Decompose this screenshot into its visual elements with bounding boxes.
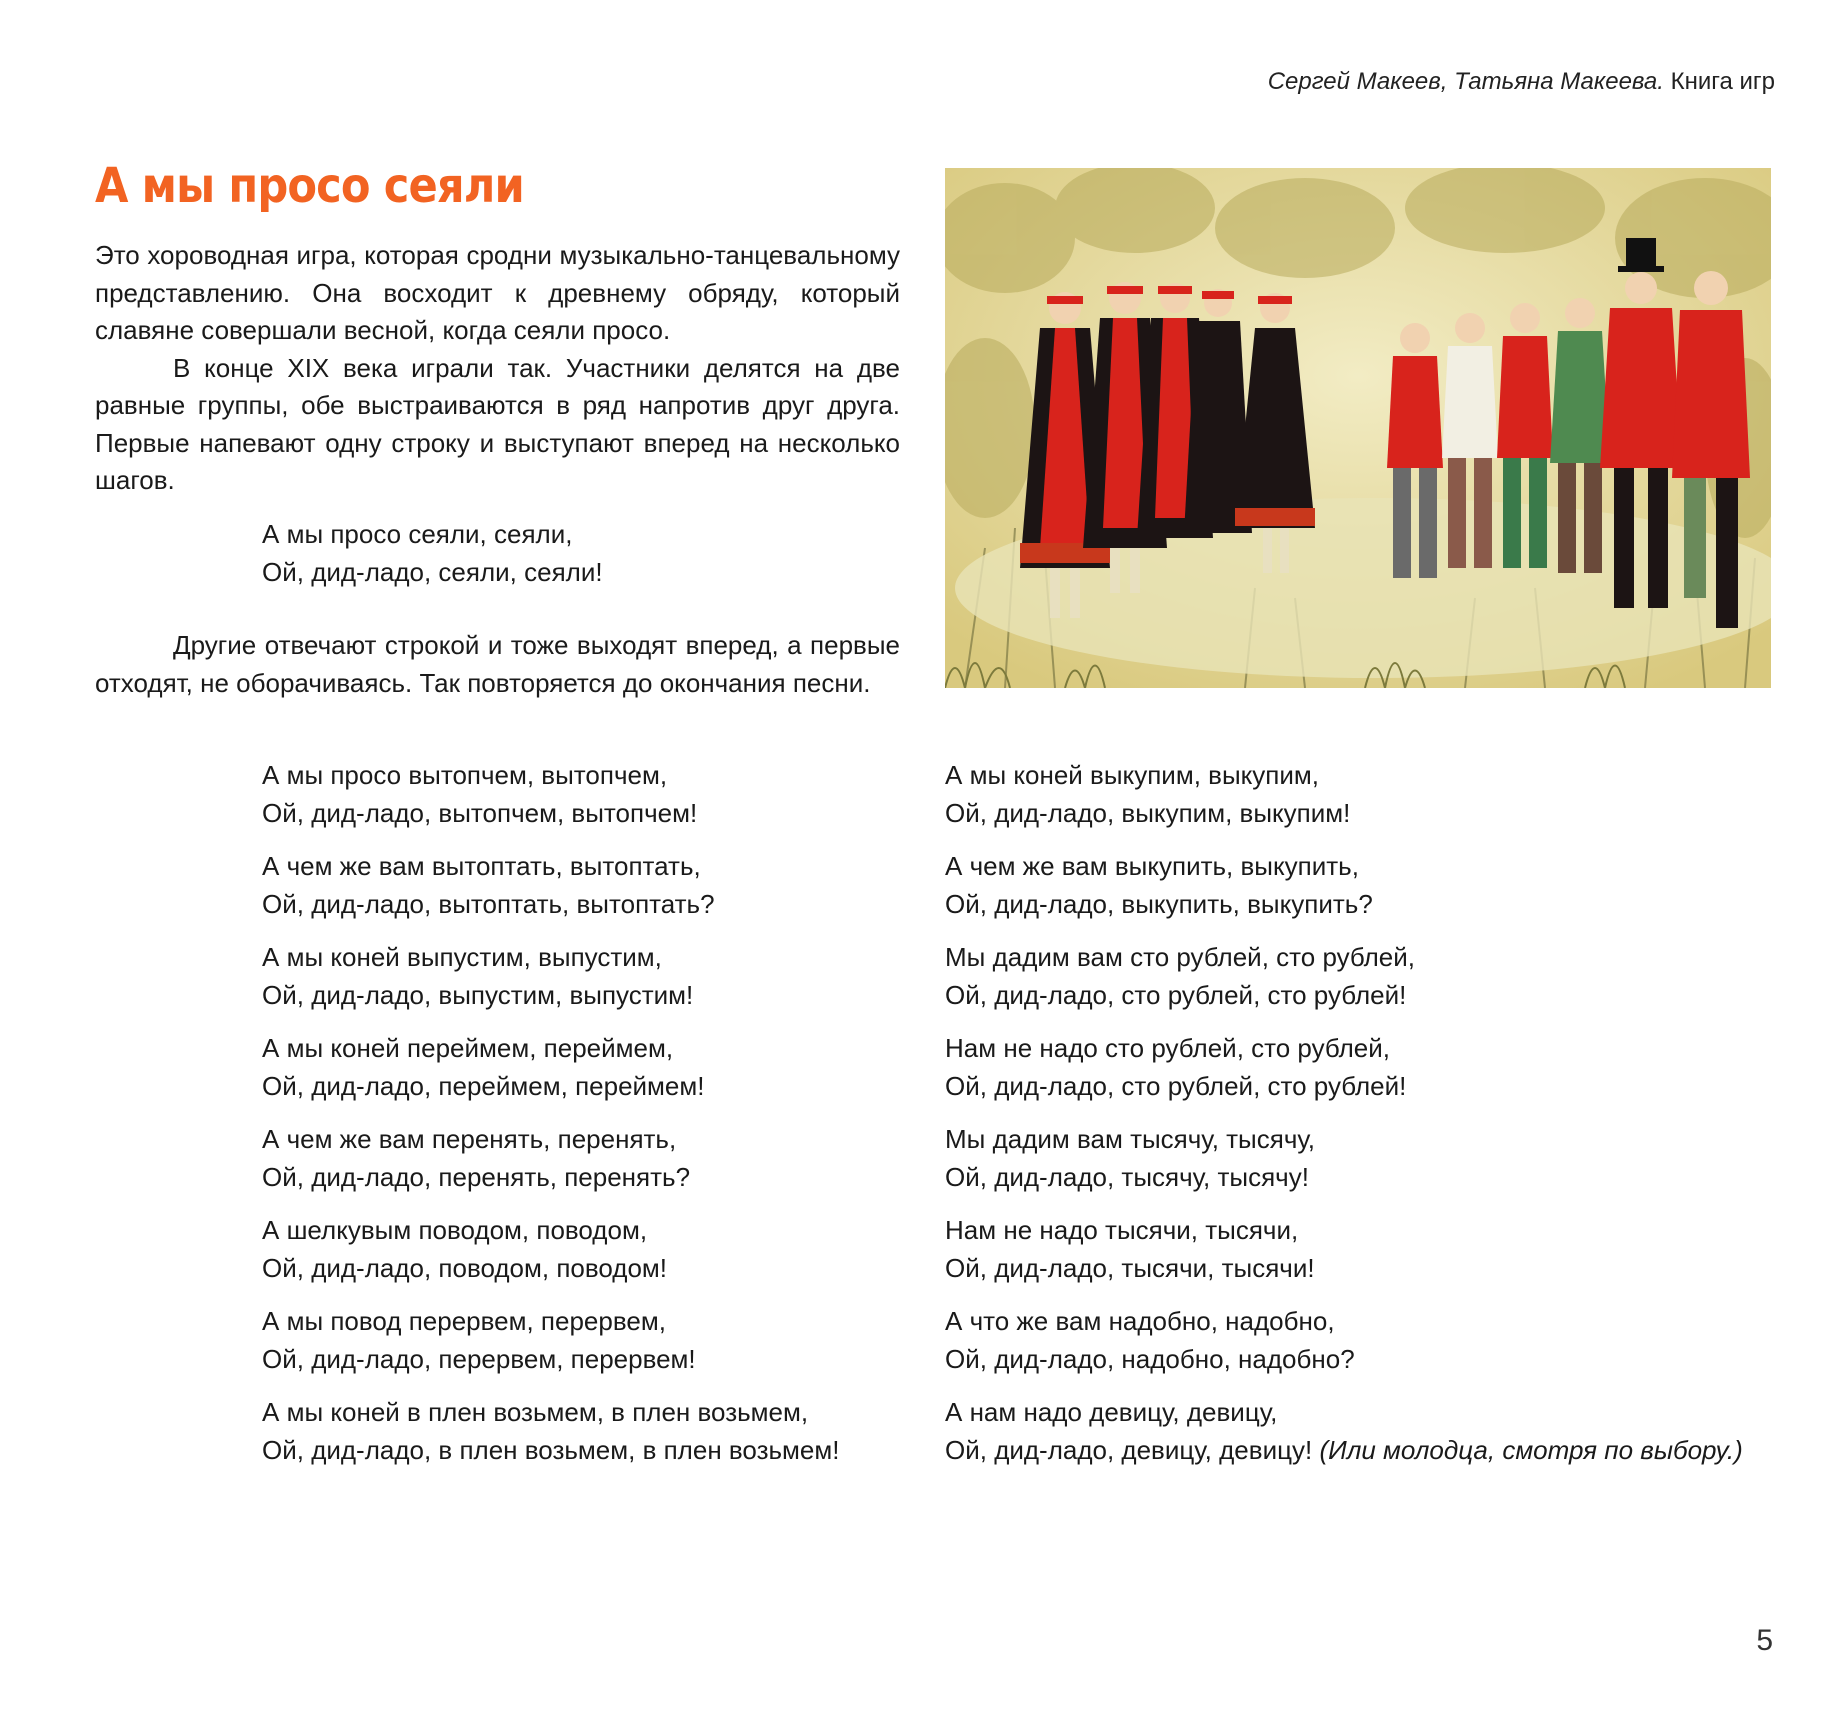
- verse-line: А что же вам надобно, надобно,: [945, 1306, 1335, 1336]
- song-stanza: [945, 757, 1743, 832]
- song-stanza: [945, 1121, 1743, 1196]
- song-stanza: [262, 1212, 839, 1287]
- verse-line: А мы коней выпустим, выпустим,: [262, 942, 662, 972]
- verse-line: Ой, дид-ладо, перенять, перенять?: [262, 1161, 691, 1192]
- intro-verse: [262, 516, 603, 591]
- verse-line: А мы коней переймем, переймем,: [262, 1033, 674, 1063]
- header-book-title: Книга игр: [1670, 68, 1775, 95]
- song-stanza: [262, 848, 839, 923]
- verse-line: А мы коней выкупим, выкупим,: [945, 760, 1320, 790]
- verse-line: Ой, дид-ладо, надобно, надобно?: [945, 1343, 1355, 1374]
- page-title: А мы просо сеяли: [95, 158, 524, 214]
- verse-line: Ой, дид-ладо, вытоптать, вытоптать?: [262, 888, 715, 919]
- verse-line: Ой, дид-ладо, сто рублей, сто рублей!: [945, 1070, 1407, 1101]
- song-stanza: [262, 1030, 839, 1105]
- song-stanza: [945, 1394, 1743, 1469]
- verse-line: Мы дадим вам сто рублей, сто рублей,: [945, 942, 1416, 972]
- song-stanza: [262, 1303, 839, 1378]
- song-stanza: [262, 1394, 839, 1469]
- verse-line: А мы просо сеяли, сеяли,: [262, 519, 573, 549]
- running-header: [1268, 68, 1775, 96]
- verse-line: Ой, дид-ладо, тысячи, тысячи!: [945, 1252, 1315, 1283]
- verse-line: Ой, дид-ладо, выкупим, выкупим!: [945, 797, 1351, 828]
- verse-line: Ой, дид-ладо, сто рублей, сто рублей!: [945, 979, 1407, 1010]
- verse-line: А нам надо девицу, девицу,: [945, 1397, 1278, 1427]
- song-stanza: [262, 757, 839, 832]
- verse-line: Ой, дид-ладо, в плен возьмем, в плен возьмем!: [262, 1434, 840, 1465]
- page-number: 5: [1756, 1624, 1773, 1657]
- verse-line: Ой, дид-ладо, девицу, девицу!: [945, 1434, 1313, 1465]
- verse-line: А шелкувым поводом, поводом,: [262, 1215, 648, 1245]
- intro-text: [95, 237, 900, 500]
- verse-line: Нам не надо сто рублей, сто рублей,: [945, 1033, 1390, 1063]
- verse-line: Ой, дид-ладо, тысячу, тысячу!: [945, 1161, 1309, 1192]
- song-stanza: [945, 939, 1743, 1014]
- verse-line: Ой, дид-ладо, выкупить, выкупить?: [945, 888, 1373, 919]
- verse-line: Нам не надо тысячи, тысячи,: [945, 1215, 1299, 1245]
- intro-paragraph-1: Это хороводная игра, которая сродни музыкально-танцевальному представлению. Она восходит к древнему обряду, который славяне совершали весной, когда сеяли просо.: [95, 240, 900, 345]
- verse-line: Ой, дид-ладо, вытопчем, вытопчем!: [262, 797, 698, 828]
- verse-line: Ой, дид-ладо, переймем, переймем!: [262, 1070, 705, 1101]
- song-stanza: [945, 1212, 1743, 1287]
- song-right-column: [945, 757, 1743, 1485]
- verse-line: Ой, дид-ладо, сеяли, сеяли!: [262, 556, 603, 587]
- song-stanza: [262, 939, 839, 1014]
- header-authors: Сергей Макеев, Татьяна Макеева.: [1267, 68, 1664, 95]
- intro-paragraph-2: В конце XIX века играли так. Участники делятся на две равные группы, обе выстраиваются в ряд напротив друг друга. Первые напевают одну строку и выступают вперед на несколько шагов.: [95, 352, 900, 495]
- verse-line: А мы повод перервем, перервем,: [262, 1306, 666, 1336]
- song-stanza: [945, 1030, 1743, 1105]
- choice-note: (Или молодца, смотря по выбору.): [1319, 1434, 1743, 1465]
- verse-line: Ой, дид-ладо, перервем, перервем!: [262, 1343, 696, 1374]
- verse-line: А чем же вам вытоптать, вытоптать,: [262, 851, 701, 881]
- verse-line: Мы дадим вам тысячу, тысячу,: [945, 1124, 1315, 1154]
- song-stanza: [262, 1121, 839, 1196]
- song-stanza: [945, 848, 1743, 923]
- verse-line: А чем же вам перенять, перенять,: [262, 1124, 677, 1154]
- song-left-column: [262, 757, 839, 1485]
- verse-line: А мы коней в плен возьмем, в плен возьмем,: [262, 1397, 809, 1427]
- verse-line: А чем же вам выкупить, выкупить,: [945, 851, 1359, 881]
- verse-line: Ой, дид-ладо, выпустим, выпустим!: [262, 979, 694, 1010]
- intro-paragraph-3: Другие отвечают строкой и тоже выходят вперед, а первые отходят, не оборачиваясь. Так повторяется до окончания песни.: [95, 630, 900, 698]
- verse-line: Ой, дид-ладо, поводом, поводом!: [262, 1252, 668, 1283]
- khorovod-illustration: [945, 168, 1771, 688]
- song-stanza: [945, 1303, 1743, 1378]
- verse-line: А мы просо вытопчем, вытопчем,: [262, 760, 668, 790]
